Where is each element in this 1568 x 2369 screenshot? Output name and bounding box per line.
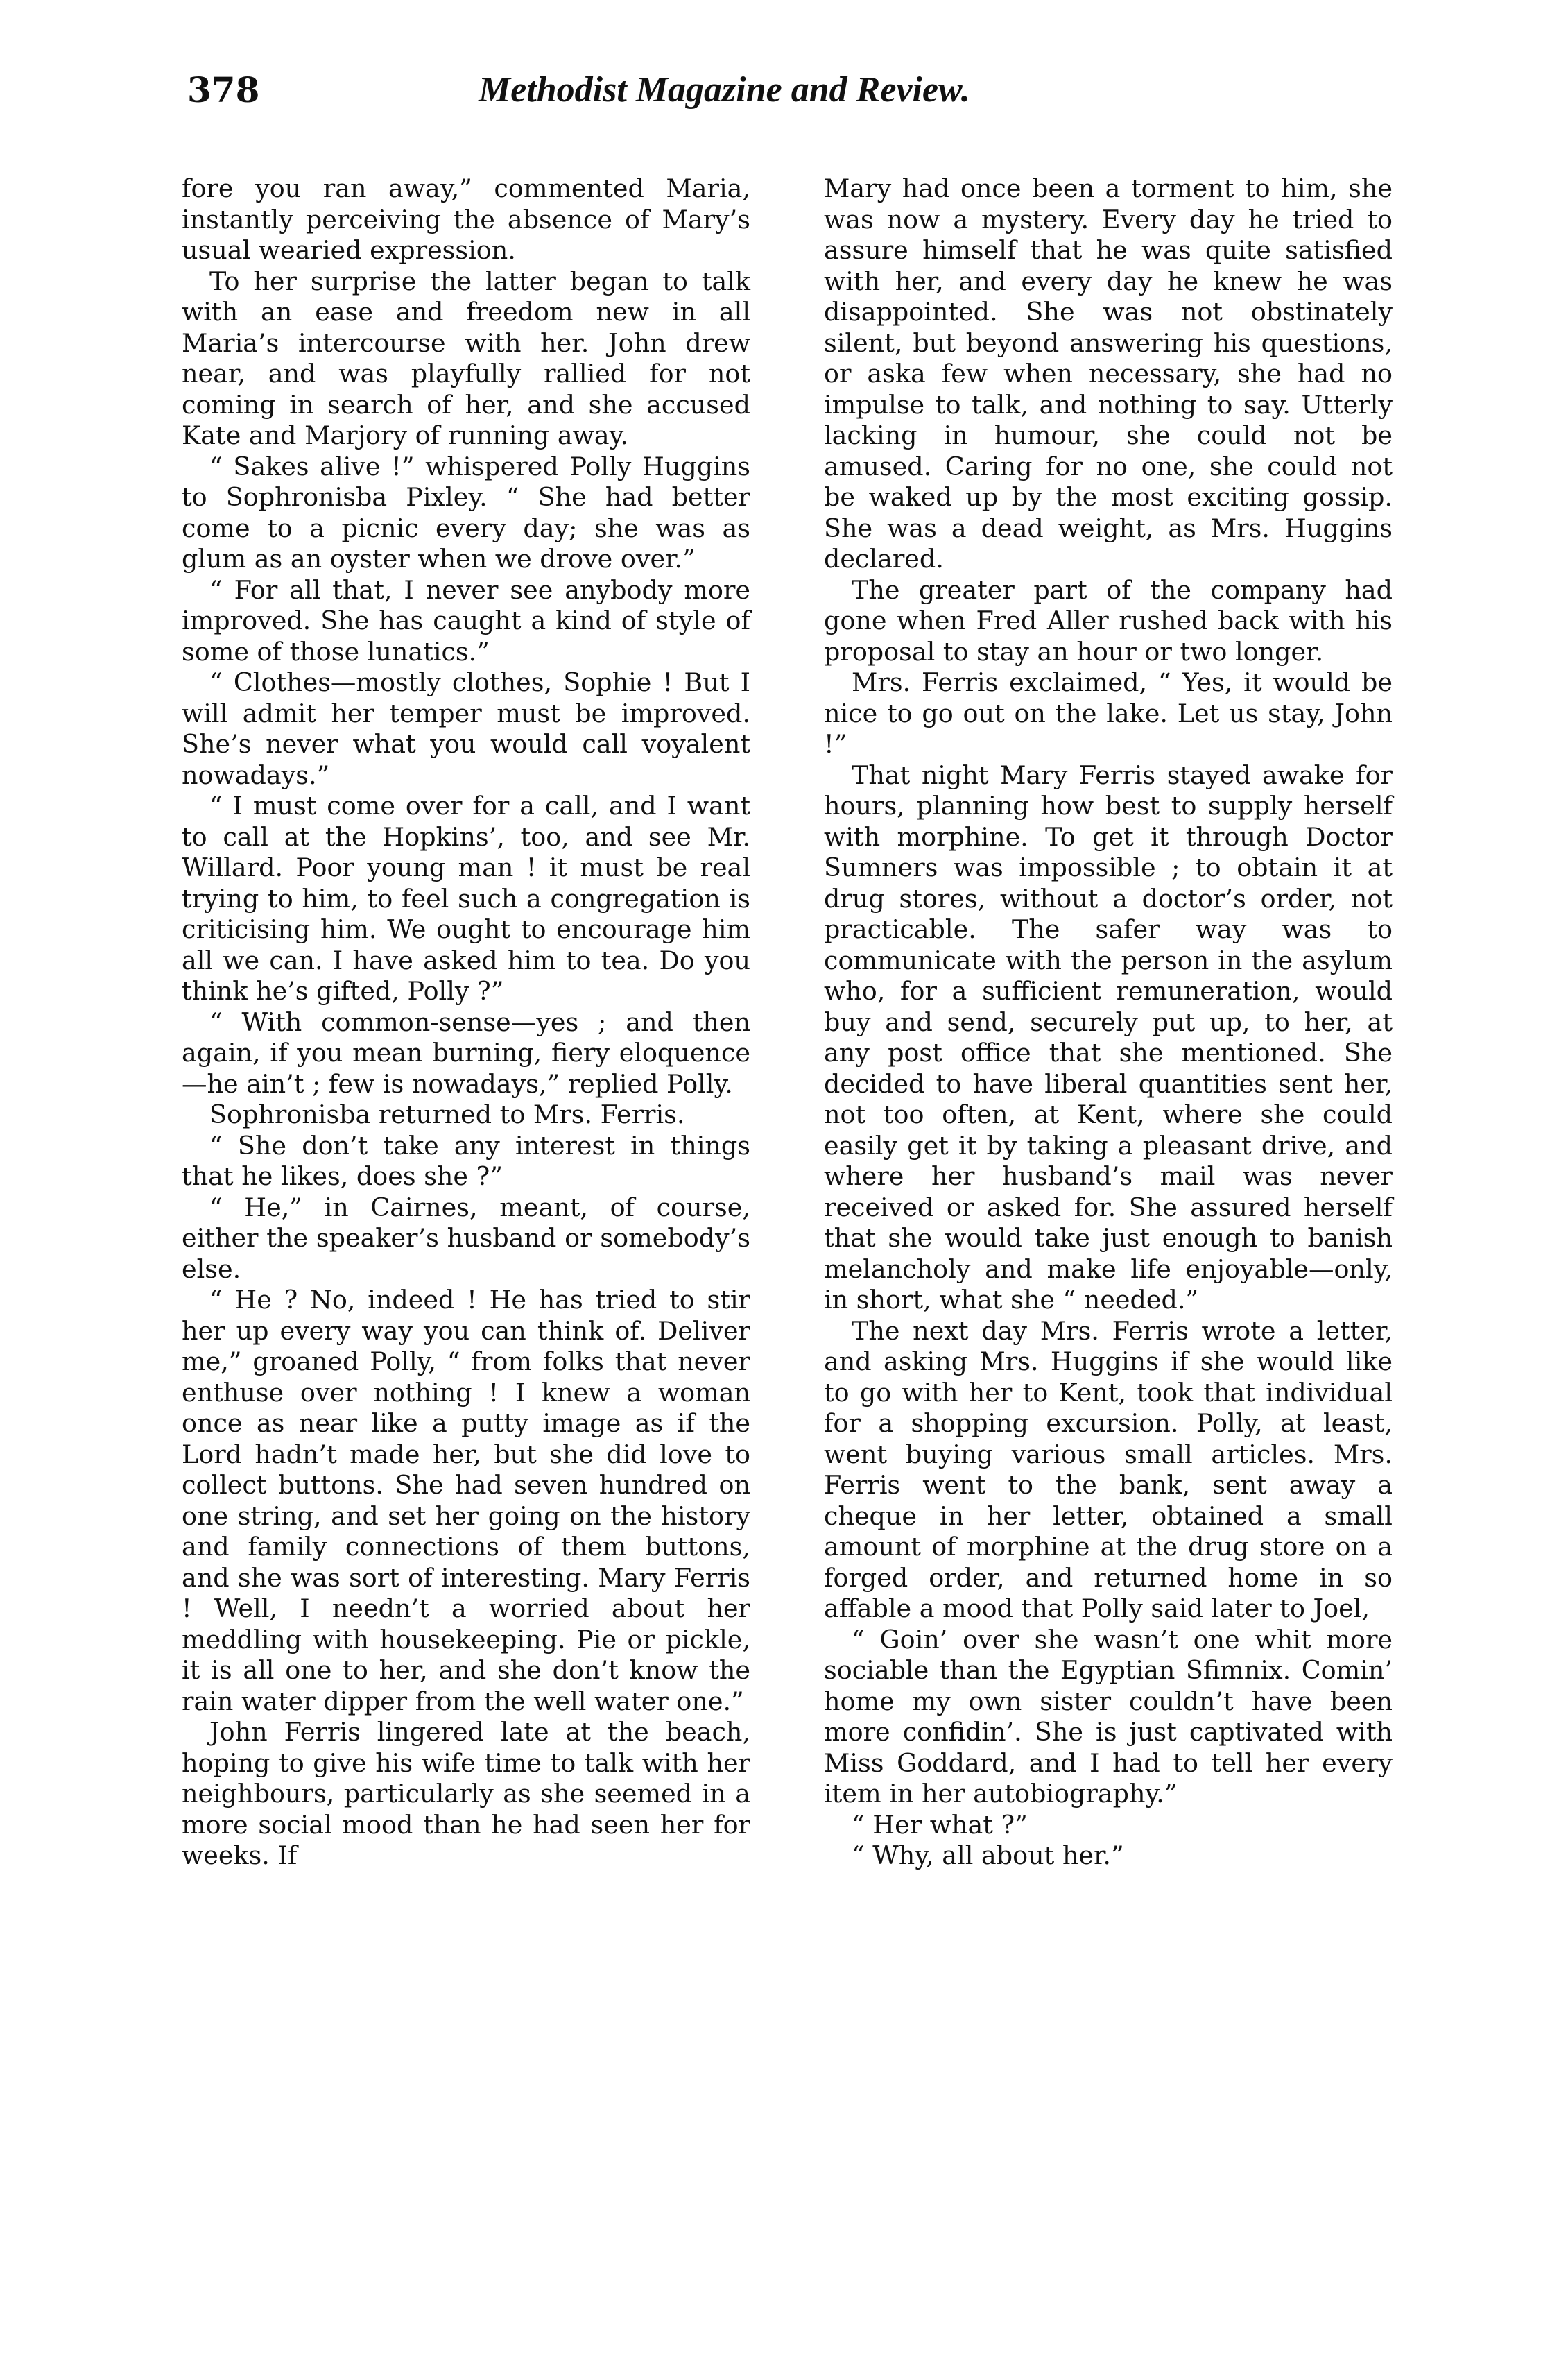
running-title: Methodist Magazine and Review. xyxy=(479,70,970,110)
paragraph: “ He ? No, indeed ! He has tried to stir her up every way you can think of. Deliver me,” groaned Polly, “ from folks that never enthuse over nothing ! I knew a woman once as near like a putty image as if the Lord hadn’t made her, but she did love to collect buttons. She had seven hundred on one string, and set her going on the history and family connections of them buttons, and she was sort of interesting. Mary Ferris ! Well, I needn’t a worried about her meddling with housekeeping. Pie or pickle, it is all one to her, and she don’t know the rain water dipper from the well water one.” xyxy=(182,1285,750,1716)
paragraph: fore you ran away,” commented Maria, instantly perceiving the absence of Mary’s usual wearied expression. xyxy=(182,173,750,265)
paragraph: John Ferris lingered late at the beach, hoping to give his wife time to talk with her neighbours, particularly as she seemed in a more social mood than he had seen her for weeks. If xyxy=(182,1717,750,1870)
paragraph: Sophronisba returned to Mrs. Ferris. xyxy=(209,1100,685,1129)
paragraph: That night Mary Ferris stayed awake for hours, planning how best to supply herself with morphine. To get it through Doctor Sumners was impossible ; to obtain it at drug stores, without a doctor’s order, not practicable. The safer way was to communicate with the person in the asylum who, for a sufficient remuneration, would buy and send, securely put up, to her, at any post office that she mentioned. She decided to have liberal quantities sent her, not too often, at Kent, where she could easily get it by taking a pleasant drive, and where her husband’s mail was never received or asked for. She assured herself that she would take just enough to banish melancholy and make life enjoyable—only, in short, what she “ needed.” xyxy=(824,760,1393,1315)
paragraph: “ I must come over for a call, and I want to call at the Hopkins’, too, and see Mr. Willard. Poor young man ! it must be real trying to him, to feel such a congregation is criticising him. We ought to encourage him all we can. I have asked him to tea. Do you think he’s gifted, Polly ?” xyxy=(182,791,750,1006)
paragraph: Mrs. Ferris exclaimed, “ Yes, it would be nice to go out on the lake. Let us stay, John !” xyxy=(824,667,1393,759)
page-header xyxy=(187,69,1110,146)
paragraph: The greater part of the company had gone when Fred Aller rushed back with his proposal to stay an hour or two longer. xyxy=(824,574,1393,667)
paragraph: The next day Mrs. Ferris wrote a letter, and asking Mrs. Huggins if she would like to go with her to Kent, took that individual for a shopping excursion. Polly, at least, went buying various small articles. Mrs. Ferris went to the bank, sent away a cheque in her letter, obtained a small amount of morphine at the drug store on a forged order, and returned home in so affable a mood that Polly said later to Joel, xyxy=(824,1315,1393,1623)
paragraph: To her surprise the latter began to talk with an ease and freedom new in all Maria’s intercourse with her. John drew near, and was playfully rallied for not coming in search of her, and she accused Kate and Marjory of running away. xyxy=(182,266,750,450)
paragraph: “ With common-sense—yes ; and then again, if you mean burning, fiery eloquence—he ain’t ; few is nowadays,” replied Polly. xyxy=(182,1007,750,1099)
right-column xyxy=(824,173,1393,1872)
paragraph: “ Her what ?” xyxy=(852,1809,1028,1840)
paragraph: “ He,” in Cairnes, meant, of course, either the speaker’s husband or somebody’s else. xyxy=(182,1192,750,1284)
left-column xyxy=(182,173,750,1872)
paragraph: “ For all that, I never see anybody more improved. She has caught a kind of style of some of those lunatics.” xyxy=(182,574,750,667)
paragraph: “ Why, all about her.” xyxy=(852,1840,1124,1870)
paragraph: “ Clothes—mostly clothes, Sophie ! But I will admit her temper must be improved. She’s never what you would call voyalent nowadays.” xyxy=(182,667,750,790)
paragraph: “ Sakes alive !” whispered Polly Huggins to Sophronisba Pixley. “ She had better come to a picnic every day; she was as glum as an oyster when we drove over.” xyxy=(182,451,750,574)
paragraph: Mary had once been a torment to him, she was now a mystery. Every day he tried to assure himself that he was quite satisfied with her, and every day he knew he was disappointed. She was not obstinately silent, but beyond answering his questions, or aska few when necessary, she had no impulse to talk, and nothing to say. Utterly lacking in humour, she could not be amused. Caring for no one, she could not be waked up by the most exciting gossip. She was a dead weight, as Mrs. Huggins declared. xyxy=(824,173,1393,574)
paragraph: “ Goin’ over she wasn’t one whit more sociable than the Egyptian Sfimnix. Comin’ home my own sister couldn’t have been more confidin’. She is just captivated with Miss Goddard, and I had to tell her every item in her autobiography.” xyxy=(824,1624,1393,1808)
paragraph: “ She don’t take any interest in things that he likes, does she ?” xyxy=(182,1130,750,1191)
page-number: 378 xyxy=(187,69,260,110)
